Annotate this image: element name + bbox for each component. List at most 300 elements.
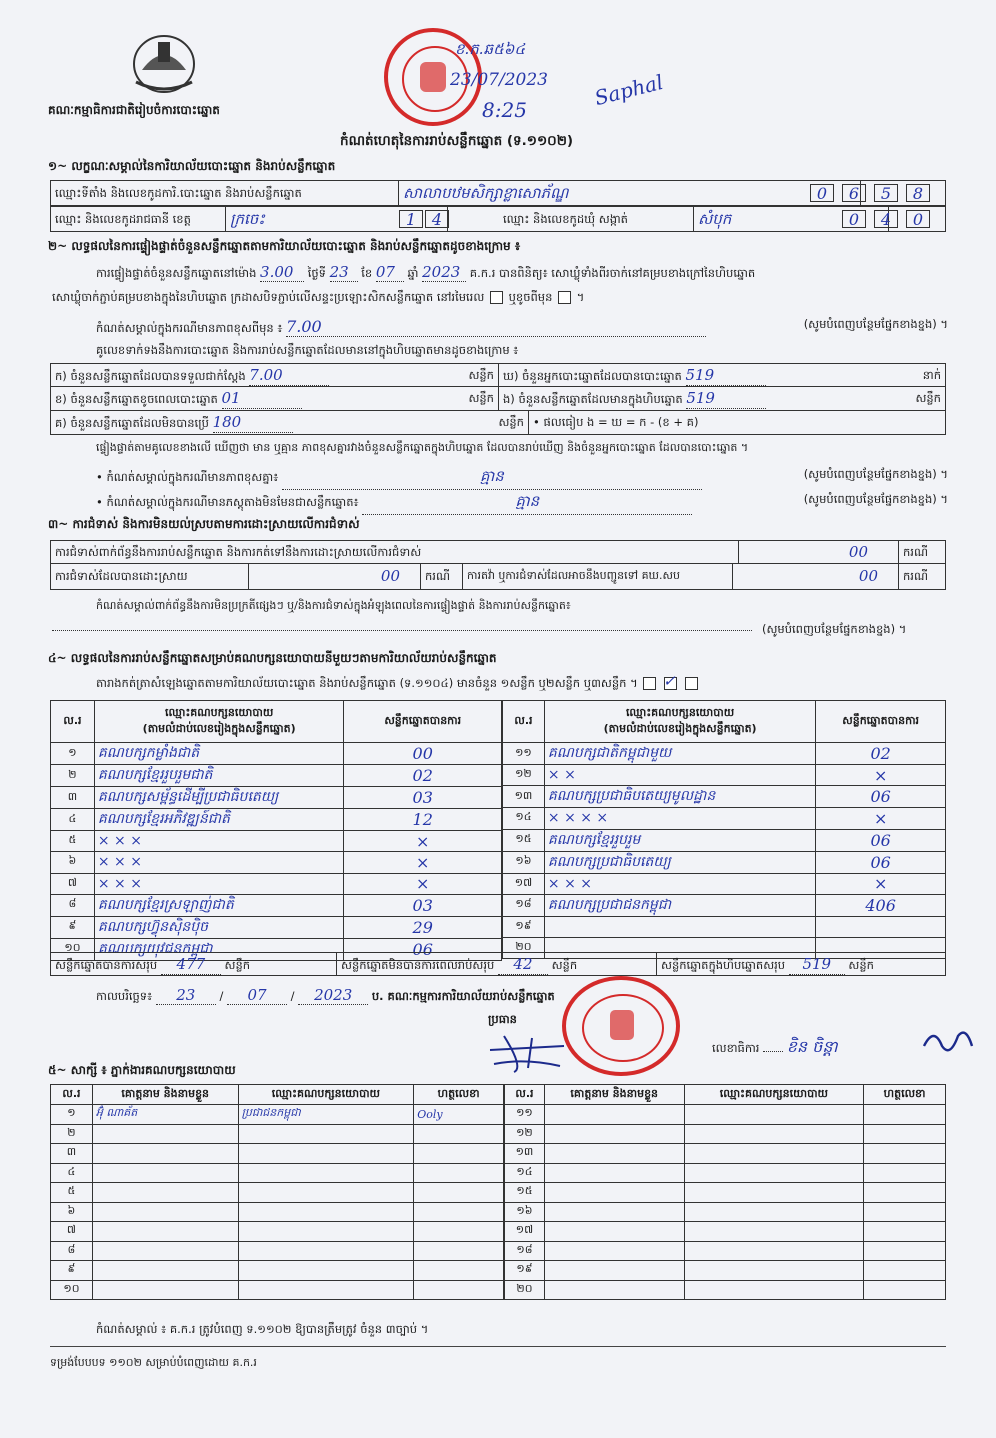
form-title: កំណត់ហេតុនៃការរាប់សន្លឹកឆ្នោត (ទ.១១០២) [340, 133, 574, 149]
ptab-right-party-title: ឈ្មោះគណបក្សនយោបាយ [625, 705, 735, 719]
party-left-row [51, 916, 502, 938]
witness-right-sign [864, 1261, 946, 1281]
witness-left-party [238, 1163, 414, 1183]
count-b-value: 01 [222, 388, 302, 409]
objection3-label: ការតវ៉ា ឬការជំទាស់ដែលអាចនឹងបញ្ជូនទៅ គឃ.សប [463, 564, 733, 589]
party-left-votes: 00 [344, 743, 502, 765]
witness-right-party [684, 1163, 864, 1183]
witness-left-no: ៦ [51, 1202, 93, 1222]
witness-right-no: ១៥ [505, 1183, 545, 1203]
party-right-party: គណបក្សប្រជាធិបតេយ្យ [544, 851, 815, 873]
verify-month-label: ខែ [361, 266, 373, 280]
witness-right-sign [864, 1144, 946, 1164]
commission-label: ប. គណៈកម្មការការិយាល័យរាប់សន្លឹកឆ្នោត [371, 989, 555, 1003]
party-right-row [503, 916, 946, 937]
witness-right-row [505, 1241, 946, 1261]
intact-checkbox[interactable] [490, 291, 503, 304]
place-value: សាលាបឋមសិក្សាខ្លាសោភ័ណ្ឌ [399, 181, 861, 205]
witness-left-party [238, 1183, 414, 1203]
section4-intro [96, 672, 700, 693]
party-right-votes: × [816, 808, 946, 829]
count-d-label: ឃ) ចំនួនអ្នកបោះឆ្នោតដែលបានបោះឆ្នោត [503, 369, 682, 383]
section5-note: កំណត់សម្គាល់ ៖ គ.ក.រ ត្រូវបំពេញ ទ.១១០២ ឱ្យបានត្រឹមត្រូវ ចំនួន ៣ច្បាប់ ។ [96, 1322, 429, 1336]
ptab-left-no-header: ល.រ [51, 701, 95, 743]
party-right-no: ២០ [503, 938, 545, 959]
secretary-label: លេខាធិការ [712, 1041, 760, 1055]
party-left-row [51, 873, 502, 894]
witness-right-name [544, 1202, 684, 1222]
witness-left-sign [414, 1241, 504, 1261]
verify-suffix: គ.ក.រ បានពិនិត្យ៖ សោឃ្លុំទាំងពីរចាក់នៅគម្របខាងក្រៅនៃហិបឆ្នោត [469, 266, 756, 280]
party-left-party: គណបក្សខ្មែរស្រឡាញ់ជាតិ [94, 894, 344, 916]
witness-right-name [544, 1105, 684, 1125]
witness-left-name [92, 1144, 238, 1164]
section3-note-line [52, 630, 752, 631]
objection3-value: 00 [733, 564, 899, 589]
witness-left-party [238, 1261, 414, 1281]
witness-left-sign: Ooly [414, 1105, 504, 1125]
party-right-votes [816, 916, 946, 937]
verify-year: 2023 [422, 263, 466, 282]
section3-fill-hint: (សូមបំពេញបន្ថែមផ្នែកខាងខ្នង) ។ [762, 622, 907, 636]
ptab-right-no-header: ល.រ [503, 701, 545, 743]
party-left-no: ៥ [51, 831, 95, 852]
witness-left-name [92, 1163, 238, 1183]
witness-right-name [544, 1222, 684, 1242]
party-right-no: ១៧ [503, 873, 545, 894]
bullet2-hint: (សូមបំពេញបន្ថែមផ្នែកខាងខ្នង) ។ [803, 492, 948, 506]
witness-left-party [238, 1202, 414, 1222]
verify-month: 07 [376, 263, 404, 282]
note-line [96, 317, 948, 338]
party-left-votes: 02 [344, 765, 502, 787]
witness-left-sign [414, 1261, 504, 1281]
witness-right-party [684, 1222, 864, 1242]
party-right-party: គណបក្សជាតិកម្ពុជាមួយ [544, 743, 815, 765]
witness-table-left [50, 1084, 504, 1300]
witness-right-name [544, 1280, 684, 1300]
witness-right-row [505, 1261, 946, 1281]
date-label: កាលបរិច្ឆេទ៖ [96, 989, 153, 1003]
witness-right-no: ១៨ [505, 1241, 545, 1261]
footer-text: ទម្រង់បែបបទ ១១០២ សម្រាប់បំពេញដោយ គ.ក.រ [50, 1356, 257, 1369]
witness-left-no: ២ [51, 1124, 93, 1144]
province-row [50, 206, 946, 232]
party-right-no: ១៤ [503, 808, 545, 829]
date-line: កាលបរិច្ឆេទ៖ 23 / 07 / 2023 ប. គណៈកម្មការការិយាល័យរាប់សន្លឹកឆ្នោត [96, 986, 555, 1004]
witness-right-name [544, 1124, 684, 1144]
objection-row-1 [50, 540, 946, 564]
witness-left-sign [414, 1144, 504, 1164]
note-value: 7.00 [286, 317, 706, 337]
party-left-no: ៧ [51, 873, 95, 894]
witness-right-row [505, 1105, 946, 1125]
party-left-party: គណបក្សហ៊្វុនស៊ិនប៉ិច [94, 916, 344, 938]
verify-line1 [96, 263, 755, 283]
party-right-row [503, 808, 946, 829]
party-right-party: × × [544, 765, 815, 786]
party-table-right [502, 700, 946, 959]
witness-left-no: ៥ [51, 1183, 93, 1203]
witness-right-row [505, 1222, 946, 1242]
witness-right-no: ១២ [505, 1124, 545, 1144]
verify-day-label: ថ្ងៃទី [307, 266, 326, 280]
witness-left-sign [414, 1280, 504, 1300]
count-row-1 [50, 363, 946, 387]
count-b-unit: សន្លឹក [468, 391, 494, 405]
date-year: 2023 [298, 986, 368, 1005]
witness-right-sign [864, 1241, 946, 1261]
bullet2-value: គ្មាន [362, 492, 692, 515]
witness-left-sign [414, 1163, 504, 1183]
witness-left-row [51, 1241, 504, 1261]
total-box-value: 519 [789, 954, 845, 975]
witness-left-party [238, 1144, 414, 1164]
party-right-row [503, 765, 946, 786]
commune-value: សំបុក [694, 207, 889, 231]
witness-right-party [684, 1144, 864, 1164]
witness-right-sign [864, 1163, 946, 1183]
party-left-party: × × × [94, 873, 344, 894]
damaged-checkbox[interactable] [558, 291, 571, 304]
wtab-left-party-header: ឈ្មោះគណបក្សនយោបាយ [238, 1085, 414, 1105]
witness-right-party [684, 1280, 864, 1300]
chair-signature [484, 1028, 574, 1076]
verify-line2-text: សោឃ្លុំចាក់ភ្ជាប់គម្របខាងក្នុងនៃហិបឆ្នោត ក្រដាសបិទភ្ជាប់លើសន្ទះប្រឡោះសិកសន្លឹកឆ្នោត នៅរមៃរេល [52, 290, 485, 304]
party-right-votes: × [816, 765, 946, 786]
verify-year-label: ឆ្នាំ [407, 266, 419, 280]
party-right-votes: 06 [816, 786, 946, 808]
count-a-value: 7.00 [249, 365, 329, 386]
ptab-left-party-sub: (តាមលំដាប់លេខរៀងក្នុងសន្លឹកឆ្នោត) [142, 721, 296, 735]
party-left-row [51, 765, 502, 787]
note-fill-hint: (សូមបំពេញបន្ថែមផ្នែកខាងខ្នង) ។ [803, 317, 948, 331]
witness-right-row [505, 1124, 946, 1144]
party-right-row [503, 851, 946, 873]
total-invalid-unit: សន្លឹក [551, 958, 578, 972]
stamp-date: 23/07/2023 [450, 70, 548, 90]
province-value: ក្រចេះ [226, 207, 448, 231]
org-name: គណៈ​កម្មាធិការជាតិរៀបចំការបោះឆ្នោត [48, 103, 220, 117]
party-right-row [503, 829, 946, 851]
stamp-time: 8:25 [482, 98, 527, 122]
total-box-unit: សន្លឹក [848, 958, 874, 972]
party-right-row [503, 743, 946, 765]
secretary-name: ខិន ចិន្ដា [786, 1037, 838, 1056]
compare-line: ផ្ទៀងផ្ទាត់តាមគូលេខខាងលើ ឃើញថា មាន ឬគ្មាន ភាពខុសគ្នារវាងចំនួនសន្លឹកឆ្នោតក្នុងហិបឆ្នោត ដែលបានរាប់ឃើញ និងចំនួនអ្នកបោះឆ្នោត ដែលបានបោះឆ្នោត ។ [96, 441, 749, 454]
witness-right-party [684, 1124, 864, 1144]
party-left-votes: 03 [344, 787, 502, 809]
party-right-votes: 406 [816, 894, 946, 916]
objection1-value: 00 [739, 541, 899, 563]
party-left-no: ១០ [51, 938, 95, 960]
witness-left-no: ១០ [51, 1280, 93, 1300]
objection1-unit: ករណី [903, 545, 928, 559]
party-right-no: ១៥ [503, 829, 545, 851]
party-left-party: គណបក្សខ្មែរអភិវឌ្ឍន៍ជាតិ [94, 809, 344, 831]
party-right-no: ១១ [503, 743, 545, 765]
verify-prefix: ការផ្ទៀងផ្ទាត់ចំនួនសន្លឹកឆ្នោតនៅម៉ោង [96, 266, 257, 280]
wtab-right-no-header: ល.រ [505, 1085, 545, 1105]
witness-right-name [544, 1261, 684, 1281]
nec-logo [128, 30, 200, 96]
party-left-party: × × × [94, 852, 344, 873]
party-right-no: ១៣ [503, 786, 545, 808]
witness-right-party [684, 1105, 864, 1125]
witness-left-party [238, 1124, 414, 1144]
chair-label: ប្រធាន [488, 1012, 517, 1026]
witness-left-row [51, 1124, 504, 1144]
party-left-party: គណបក្សកម្លាំងជាតិ [94, 743, 344, 765]
count-a-label: ក) ចំនួនសន្លឹកឆ្នោតដែលបានទទួលជាក់ស្ដែង [55, 369, 246, 383]
stamp-signature: Saphal [592, 69, 666, 111]
witness-right-row [505, 1202, 946, 1222]
party-right-row [503, 873, 946, 894]
party-right-no: ១៦ [503, 851, 545, 873]
party-left-row [51, 787, 502, 809]
party-left-row [51, 852, 502, 873]
witness-left-name [92, 1124, 238, 1144]
total-invalid-value: 42 [498, 954, 548, 975]
witness-left-no: ១ [51, 1105, 93, 1125]
witness-left-party: ប្រជាជនកម្ពុជា [238, 1105, 414, 1125]
section2-title: ២~ លទ្ធផលនៃការផ្ទៀងផ្ទាត់ចំនួនសន្លឹកឆ្នោតតាមការិយាល័យបោះឆ្នោត និងរាប់សន្លឹកឆ្នោតដូចខាងក្រោម ៖ [48, 239, 521, 253]
bullet1-label: • កំណត់សម្គាល់ក្នុងករណីមានភាពខុសគ្នា៖ [96, 470, 279, 484]
witness-right-party [684, 1183, 864, 1203]
count-d-unit: នាក់ [922, 368, 941, 382]
witness-left-row [51, 1280, 504, 1300]
party-left-no: ៤ [51, 809, 95, 831]
verify-time: 3.00 [260, 263, 304, 282]
province-code-2: 4 [425, 210, 449, 228]
section4-title: ៤~ លទ្ធផលនៃការរាប់សន្លឹកឆ្នោតសម្រាប់គណបក្សនយោបាយនីមួយៗតាមការិយាល័យរាប់សន្លឹកឆ្នោត [48, 651, 497, 665]
total-valid-label: សន្លឹកឆ្នោតបានការសរុប [55, 958, 158, 972]
count-a-unit: សន្លឹក [468, 368, 494, 382]
witness-left-name [92, 1183, 238, 1203]
witness-left-row [51, 1183, 504, 1203]
witness-right-name [544, 1163, 684, 1183]
party-left-row [51, 809, 502, 831]
witness-left-no: ៨ [51, 1241, 93, 1261]
verify-line2: សោឃ្លុំចាក់ភ្ជាប់គម្របខាងក្នុងនៃហិបឆ្នោត ក្រដាសបិទភ្ជាប់លើសន្ទះប្រឡោះសិកសន្លឹកឆ្នោត នៅរមៃរេល ឬខូចពីមុន ។ [52, 290, 585, 304]
witness-left-sign [414, 1124, 504, 1144]
witness-left-party [238, 1280, 414, 1300]
party-table-left [50, 700, 502, 961]
section5-title: ៥~ សាក្សី ៖ ភ្នាក់ងារគណបក្សនយោបាយ [48, 1063, 236, 1077]
witness-right-no: ១៩ [505, 1261, 545, 1281]
bullet1-hint: (សូមបំពេញបន្ថែមផ្នែកខាងខ្នង) ។ [803, 467, 948, 481]
witness-right-party [684, 1241, 864, 1261]
count-e-unit: សន្លឹក [915, 391, 941, 405]
witness-left-row [51, 1222, 504, 1242]
party-left-votes: 03 [344, 894, 502, 916]
witness-left-name: អ៊ុំ ណាគ័ត [92, 1105, 238, 1125]
party-right-party [544, 916, 815, 937]
sheets-2-checkbox[interactable]: ✓ [663, 672, 676, 690]
wtab-left-sign-header: ហត្ថលេខា [414, 1085, 504, 1105]
section1-title: ១~ លក្ខណៈសម្គាល់នៃការិយាល័យបោះឆ្នោត និងរាប់សន្លឹកឆ្នោត [48, 159, 336, 173]
sheets-1-checkbox[interactable] [643, 677, 656, 690]
party-right-party: គណបក្សខ្មែររួបរួម [544, 829, 815, 851]
party-right-party: គណបក្សប្រជាជនកម្ពុជា [544, 894, 815, 916]
witness-left-name [92, 1241, 238, 1261]
witness-left-name [92, 1202, 238, 1222]
section3-note: កំណត់សម្គាល់ពាក់ព័ន្ធនឹងការមិនប្រក្រតីផ្សេងៗ ឬ/និងការជំទាស់ក្នុងអំឡុងពេលនៃការផ្ទៀងផ្ទាត់ និងការរាប់សន្លឹកឆ្នោត៖ [96, 599, 571, 612]
party-left-no: ៣ [51, 787, 95, 809]
witness-right-party [684, 1202, 864, 1222]
date-month: 07 [227, 986, 287, 1005]
count-row-2 [50, 387, 946, 411]
party-left-votes: × [344, 831, 502, 852]
verify-day: 23 [330, 263, 358, 282]
witness-left-no: ៩ [51, 1261, 93, 1281]
footer-divider [50, 1346, 946, 1347]
commune-code-1: 0 [842, 210, 866, 228]
ptab-left-party-header [94, 701, 344, 743]
official-seal-bottom [562, 976, 680, 1076]
witness-right-sign [864, 1222, 946, 1242]
party-right-votes: 02 [816, 743, 946, 765]
witness-table-right [504, 1084, 946, 1300]
party-left-votes: 29 [344, 916, 502, 938]
witness-left-no: ៤ [51, 1163, 93, 1183]
ptab-left-votes-header: សន្លឹកឆ្នោតបានការ [344, 701, 502, 743]
province-label: ឈ្មោះ និងលេខកូដរាជធានី ខេត្ត [51, 207, 226, 231]
totals-row [50, 952, 946, 976]
party-left-party: គណបក្សយុវជនកម្ពុជា [94, 938, 344, 960]
witness-left-row [51, 1202, 504, 1222]
secretary-signature [920, 1022, 976, 1058]
ptab-right-votes-header: សន្លឹកឆ្នោតបានការ [816, 701, 946, 743]
intro-line: គូលេខទាក់ទងនឹងការបោះឆ្នោត និងការរាប់សន្លឹកឆ្នោតដែលមាននៅក្នុងហិបឆ្នោតមានដូចខាងក្រោម ៖ [96, 343, 519, 357]
objection2-label: ការជំទាស់ដែលបានដោះស្រាយ [51, 564, 249, 589]
party-left-votes: × [344, 852, 502, 873]
party-right-no: ១៨ [503, 894, 545, 916]
party-right-party: × × × [544, 873, 815, 894]
wtab-left-no-header: ល.រ [51, 1085, 93, 1105]
witness-left-sign [414, 1222, 504, 1242]
witness-right-sign [864, 1183, 946, 1203]
party-left-row [51, 894, 502, 916]
party-left-no: ៦ [51, 852, 95, 873]
witness-left-row [51, 1261, 504, 1281]
count-d-value: 519 [686, 365, 766, 386]
objection2-unit: ករណី [421, 564, 463, 589]
wtab-right-name-header: គោត្តនាម និងនាមខ្លួន [544, 1085, 684, 1105]
bullet1-value: គ្មាន [282, 467, 702, 490]
place-code-3: 5 [874, 184, 898, 202]
section4-intro-text: តារាងកត់ត្រាសំឡេងឆ្នោតតាមការិយាល័យបោះឆ្នោត និងរាប់សន្លឹកឆ្នោត (ទ.១១០៤) មានចំនួន ១សន្លឹក ឬ២សន្លឹក ឬ៣សន្លឹក ។ [96, 676, 638, 690]
party-left-no: ២ [51, 765, 95, 787]
count-c-label: គ) ចំនួនសន្លឹកឆ្នោតដែលមិនបានប្រើ [55, 416, 209, 430]
witness-left-sign [414, 1183, 504, 1203]
total-box-label: សន្លឹកឆ្នោតក្នុងហិបឆ្នោតសរុប [661, 958, 786, 972]
witness-left-no: ៣ [51, 1144, 93, 1164]
count-e-label: ង) ចំនួនសន្លឹកឆ្នោតដែលមានក្នុងហិបឆ្នោត [503, 392, 683, 406]
place-code-2: 6 [842, 184, 866, 202]
witness-right-name [544, 1241, 684, 1261]
party-left-no: ៩ [51, 916, 95, 938]
count-c-unit: សន្លឹក [498, 415, 524, 429]
witness-right-row [505, 1183, 946, 1203]
party-left-party: × × × [94, 831, 344, 852]
party-right-row [503, 786, 946, 808]
party-right-row [503, 894, 946, 916]
witness-right-no: ១១ [505, 1105, 545, 1125]
wtab-right-party-header: ឈ្មោះគណបក្សនយោបាយ [684, 1085, 864, 1105]
objection3-unit: ករណី [903, 569, 928, 583]
witness-left-party [238, 1222, 414, 1242]
witness-left-sign [414, 1202, 504, 1222]
witness-right-sign [864, 1280, 946, 1300]
party-right-party: គណបក្សប្រជាធិបតេយ្យមូលដ្ឋាន [544, 786, 815, 808]
ptab-right-party-sub: (តាមលំដាប់លេខរៀងក្នុងសន្លឹកឆ្នោត) [603, 721, 757, 735]
objection2-value: 00 [249, 564, 421, 589]
witness-right-sign [864, 1124, 946, 1144]
province-code-1: 1 [399, 210, 423, 228]
bullet1-line [96, 467, 948, 490]
party-right-no: ១២ [503, 765, 545, 786]
witness-left-row [51, 1163, 504, 1183]
witness-right-no: ១៦ [505, 1202, 545, 1222]
wtab-left-name-header: គោត្តនាម និងនាមខ្លួន [92, 1085, 238, 1105]
bullet2-line [96, 492, 948, 515]
count-e-value: 519 [686, 388, 766, 409]
total-valid-value: 477 [161, 954, 221, 975]
place-code-1: 0 [810, 184, 834, 202]
secretary-line [712, 1036, 838, 1060]
witness-right-row [505, 1163, 946, 1183]
party-right-votes: × [816, 873, 946, 894]
party-right-votes: 06 [816, 851, 946, 873]
witness-right-name [544, 1144, 684, 1164]
bullet2-label: • កំណត់សម្គាល់ក្នុងករណីមានភស្តុតាងមិនមែនជាសន្លឹកឆ្នោត៖ [96, 495, 359, 509]
witness-right-name [544, 1183, 684, 1203]
witness-right-party [684, 1261, 864, 1281]
witness-right-no: ២០ [505, 1280, 545, 1300]
party-left-row [51, 831, 502, 852]
party-left-row [51, 743, 502, 765]
witness-left-row [51, 1105, 504, 1125]
witness-left-name [92, 1261, 238, 1281]
witness-right-row [505, 1280, 946, 1300]
commune-code-3: 0 [906, 210, 930, 228]
witness-left-party [238, 1241, 414, 1261]
count-b-label: ខ) ចំនួនសន្លឹកឆ្នោតខូចពេលបោះឆ្នោត [55, 392, 218, 406]
party-right-no: ១៩ [503, 916, 545, 937]
party-left-party: គណបក្សសម្ព័ន្ធដើម្បីប្រជាធិបតេយ្យ [94, 787, 344, 809]
witness-left-no: ៧ [51, 1222, 93, 1242]
wtab-right-sign-header: ហត្ថលេខា [864, 1085, 946, 1105]
witness-right-no: ១៤ [505, 1163, 545, 1183]
section3-title: ៣~ ការជំទាស់ និងការមិនយល់ស្របតាមការដោះស្រាយលើការជំទាស់ [48, 517, 360, 531]
party-left-votes: 06 [344, 938, 502, 960]
date-day: 23 [156, 986, 216, 1005]
note-label: កំណត់សម្គាល់ក្នុងករណីមានភាពខុសពីមុន ៖ [96, 321, 283, 335]
party-left-party: គណបក្សខ្មែររួបរួមជាតិ [94, 765, 344, 787]
witness-right-no: ១៣ [505, 1144, 545, 1164]
commune-code-2: 4 [874, 210, 898, 228]
sheets-3-checkbox[interactable] [685, 677, 698, 690]
party-left-no: ១ [51, 743, 95, 765]
witness-left-row [51, 1144, 504, 1164]
party-left-votes: × [344, 873, 502, 894]
formula-label: • ផលធៀប ង = ឃ = ក - (ខ + គ) [533, 415, 699, 429]
witness-right-no: ១៧ [505, 1222, 545, 1242]
place-code-4: 8 [906, 184, 930, 202]
party-right-party: × × × × [544, 808, 815, 829]
total-invalid-label: សន្លឹកឆ្នោតមិនបានការពេលរាប់សរុប [341, 958, 495, 972]
